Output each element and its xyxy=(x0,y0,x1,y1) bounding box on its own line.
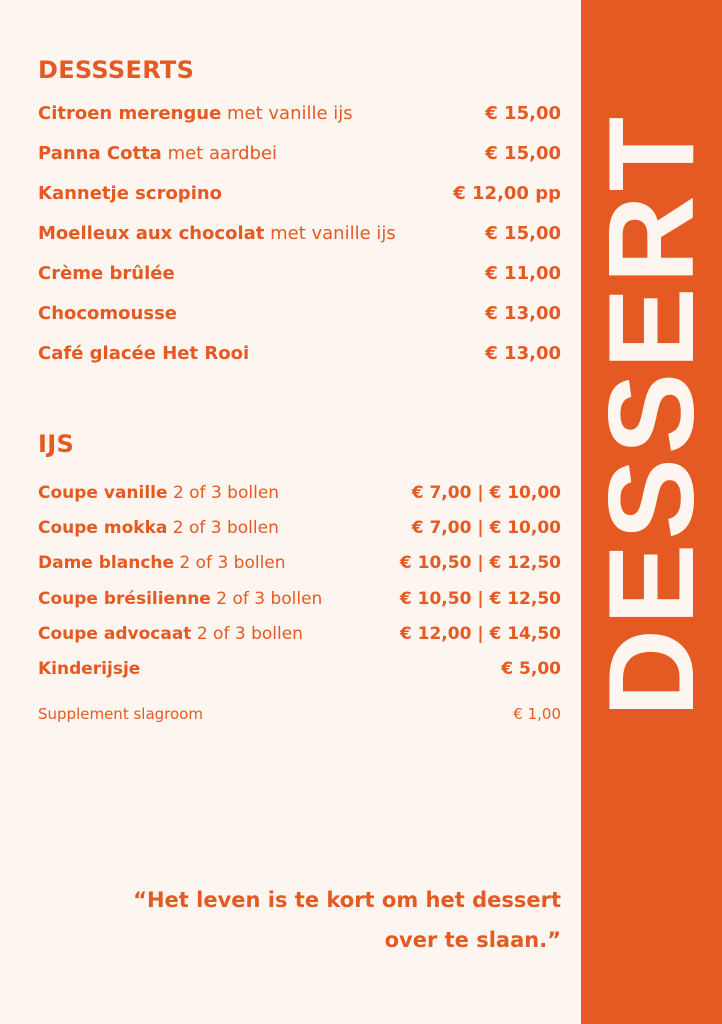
item-desc: 2 of 3 bollen xyxy=(167,518,279,538)
quote-line: over te slaan.” xyxy=(384,928,561,952)
item-name: Chocomousse xyxy=(38,303,177,324)
item-price: € 10,50 | € 12,50 xyxy=(399,589,561,609)
desserts-title: DESSSERTS xyxy=(38,56,195,84)
menu-item xyxy=(38,103,561,124)
menu-item xyxy=(38,143,561,164)
ijs-title: IJS xyxy=(38,430,75,458)
item-price: € 15,00 xyxy=(485,223,561,244)
menu-item xyxy=(38,263,561,284)
item-desc: 2 of 3 bollen xyxy=(174,553,286,573)
menu-item xyxy=(38,303,561,324)
item-price: € 12,00 pp xyxy=(453,183,561,204)
menu-item xyxy=(38,343,561,364)
item-name: Coupe vanille xyxy=(38,483,168,503)
item-name: Kannetje scropino xyxy=(38,183,223,204)
item-price: € 13,00 xyxy=(485,343,561,364)
menu-item xyxy=(38,223,561,244)
item-price: € 15,00 xyxy=(485,143,561,164)
item-name: Café glacée Het Rooi xyxy=(38,343,250,364)
item-desc: met vanille ijs xyxy=(221,103,353,124)
item-price: € 7,00 | € 10,00 xyxy=(411,518,561,538)
item-name: Moelleux aux chocolat xyxy=(38,223,265,244)
menu-item xyxy=(38,183,561,204)
item-desc: met vanille ijs xyxy=(264,223,396,244)
item-price: € 5,00 xyxy=(501,659,561,679)
item-name: Crème brûlée xyxy=(38,263,175,284)
item-price: € 12,00 | € 14,50 xyxy=(399,624,561,644)
item-name: Coupe brésilienne xyxy=(38,589,211,609)
item-price: € 10,50 | € 12,50 xyxy=(399,553,561,573)
item-desc: 2 of 3 bollen xyxy=(210,589,323,609)
supplement-price: € 1,00 xyxy=(513,705,561,723)
menu-item xyxy=(38,659,561,679)
item-name: Coupe mokka xyxy=(38,518,168,538)
supplement-name: Supplement slagroom xyxy=(38,705,203,723)
item-desc: 2 of 3 bollen xyxy=(191,624,303,644)
item-name: Panna Cotta xyxy=(38,143,162,164)
item-name: Dame blanche xyxy=(38,553,175,573)
item-name: Citroen merengue xyxy=(38,103,222,124)
side-band xyxy=(581,0,722,1024)
item-name: Kinderijsje xyxy=(38,659,141,679)
item-price: € 15,00 xyxy=(485,103,561,124)
item-price: € 7,00 | € 10,00 xyxy=(411,483,561,503)
menu-item xyxy=(38,518,561,538)
quote xyxy=(81,880,561,960)
quote-line: “Het leven is te kort om het dessert xyxy=(133,888,561,912)
item-price: € 13,00 xyxy=(485,303,561,324)
menu-item xyxy=(38,553,561,573)
supplement-row xyxy=(38,705,561,723)
menu-item xyxy=(38,589,561,609)
item-desc: 2 of 3 bollen xyxy=(167,483,280,503)
item-price: € 11,00 xyxy=(485,263,561,284)
menu-item xyxy=(38,483,561,503)
menu-item xyxy=(38,624,561,644)
side-label: DESSERT xyxy=(583,112,719,718)
item-desc: met aardbei xyxy=(161,143,278,164)
item-name: Coupe advocaat xyxy=(38,624,192,644)
